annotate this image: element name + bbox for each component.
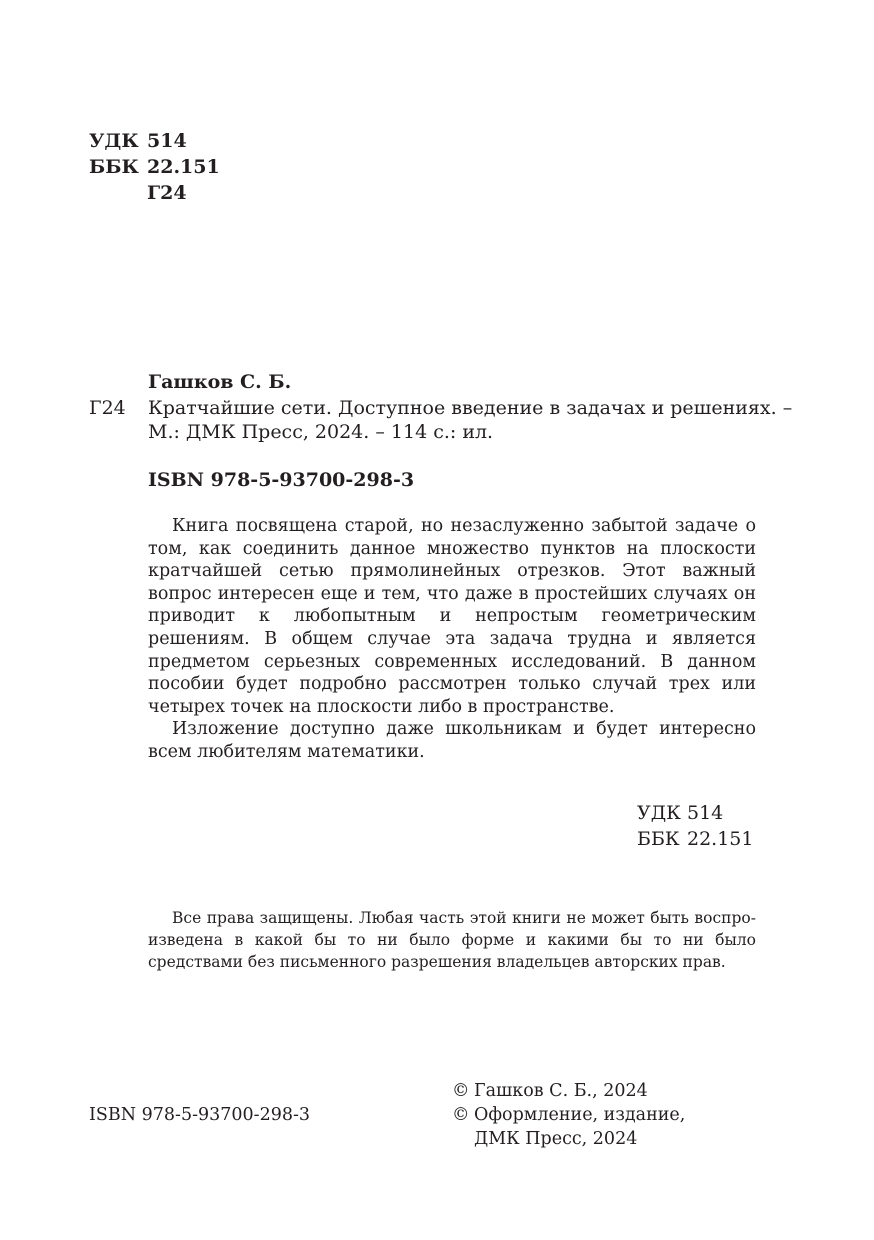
udk-value: 514 bbox=[147, 130, 187, 152]
rights-notice bbox=[148, 907, 756, 973]
author-mark-row bbox=[89, 180, 220, 206]
rights-text: Все права защищены. Любая часть этой книги не может быть воспроизведена в какой бы то ни было форме и какими бы то ни было средствами без письменного разрешения владельцев авторских прав. bbox=[148, 909, 756, 971]
bbk-value: 22.151 bbox=[147, 156, 220, 178]
copyright-icon: © bbox=[452, 1081, 470, 1101]
annotation-paragraph-2: Изложение доступно даже школьникам и будет интересно всем любителям математики. bbox=[148, 719, 756, 762]
bbk-label: ББК bbox=[89, 156, 139, 178]
spacer bbox=[89, 180, 147, 206]
bbk-row-bottom bbox=[637, 826, 753, 852]
record-title-line2: М.: ДМК Пресс, 2024. – 114 с.: ил. bbox=[148, 421, 494, 443]
author-mark: Г24 bbox=[147, 182, 187, 204]
udk-row bbox=[89, 128, 220, 154]
udk-label: УДК bbox=[89, 130, 139, 152]
bbk-value-bottom: 22.151 bbox=[687, 828, 754, 850]
record-code: Г24 bbox=[89, 397, 126, 419]
udk-value-bottom: 514 bbox=[687, 802, 724, 824]
record-isbn: ISBN 978-5-93700-298-3 bbox=[148, 469, 415, 491]
spacer bbox=[452, 1127, 474, 1151]
bbk-label-bottom: ББК bbox=[637, 828, 680, 850]
annotation-paragraph-1: Книга посвящена старой, но незаслуженно забытой задаче о том, как соединить данное множество пунктов на плоскости кратчайшей сетью прямолинейных отрезков. Этот важный вопрос интересен еще и тем, что даже в простейших случаях он приводит к любопытным и непростым геометрическим решениям. В общем случае эта задача трудна и является предметом серьезных современных исследований. В данном пособии будет подробно рассмотрен только случай трех или четырех точек на плоскости либо в пространстве. bbox=[148, 516, 756, 717]
udk-row-bottom bbox=[637, 800, 753, 826]
record-title-line1: Кратчайшие сети. Доступное введение в задачах и решениях. – bbox=[148, 397, 793, 419]
classification-block-bottom bbox=[637, 800, 753, 852]
record-author: Гашков С. Б. bbox=[148, 371, 292, 393]
copyright-row-publisher-2 bbox=[452, 1127, 685, 1151]
copyright-publisher-line2: ДМК Пресс, 2024 bbox=[474, 1129, 638, 1149]
udk-label-bottom: УДК bbox=[637, 802, 681, 824]
copyright-author: Гашков С. Б., 2024 bbox=[474, 1081, 648, 1101]
annotation bbox=[148, 515, 756, 764]
copyright-icon: © bbox=[452, 1105, 470, 1125]
copyright-row-publisher bbox=[452, 1103, 685, 1127]
copyright-row-author bbox=[452, 1079, 685, 1103]
copyright-block bbox=[452, 1079, 685, 1151]
copyright-publisher-line1: Оформление, издание, bbox=[474, 1105, 686, 1125]
footer-isbn: ISBN 978-5-93700-298-3 bbox=[89, 1105, 311, 1125]
bbk-row bbox=[89, 154, 220, 180]
classification-block-top bbox=[89, 128, 220, 206]
